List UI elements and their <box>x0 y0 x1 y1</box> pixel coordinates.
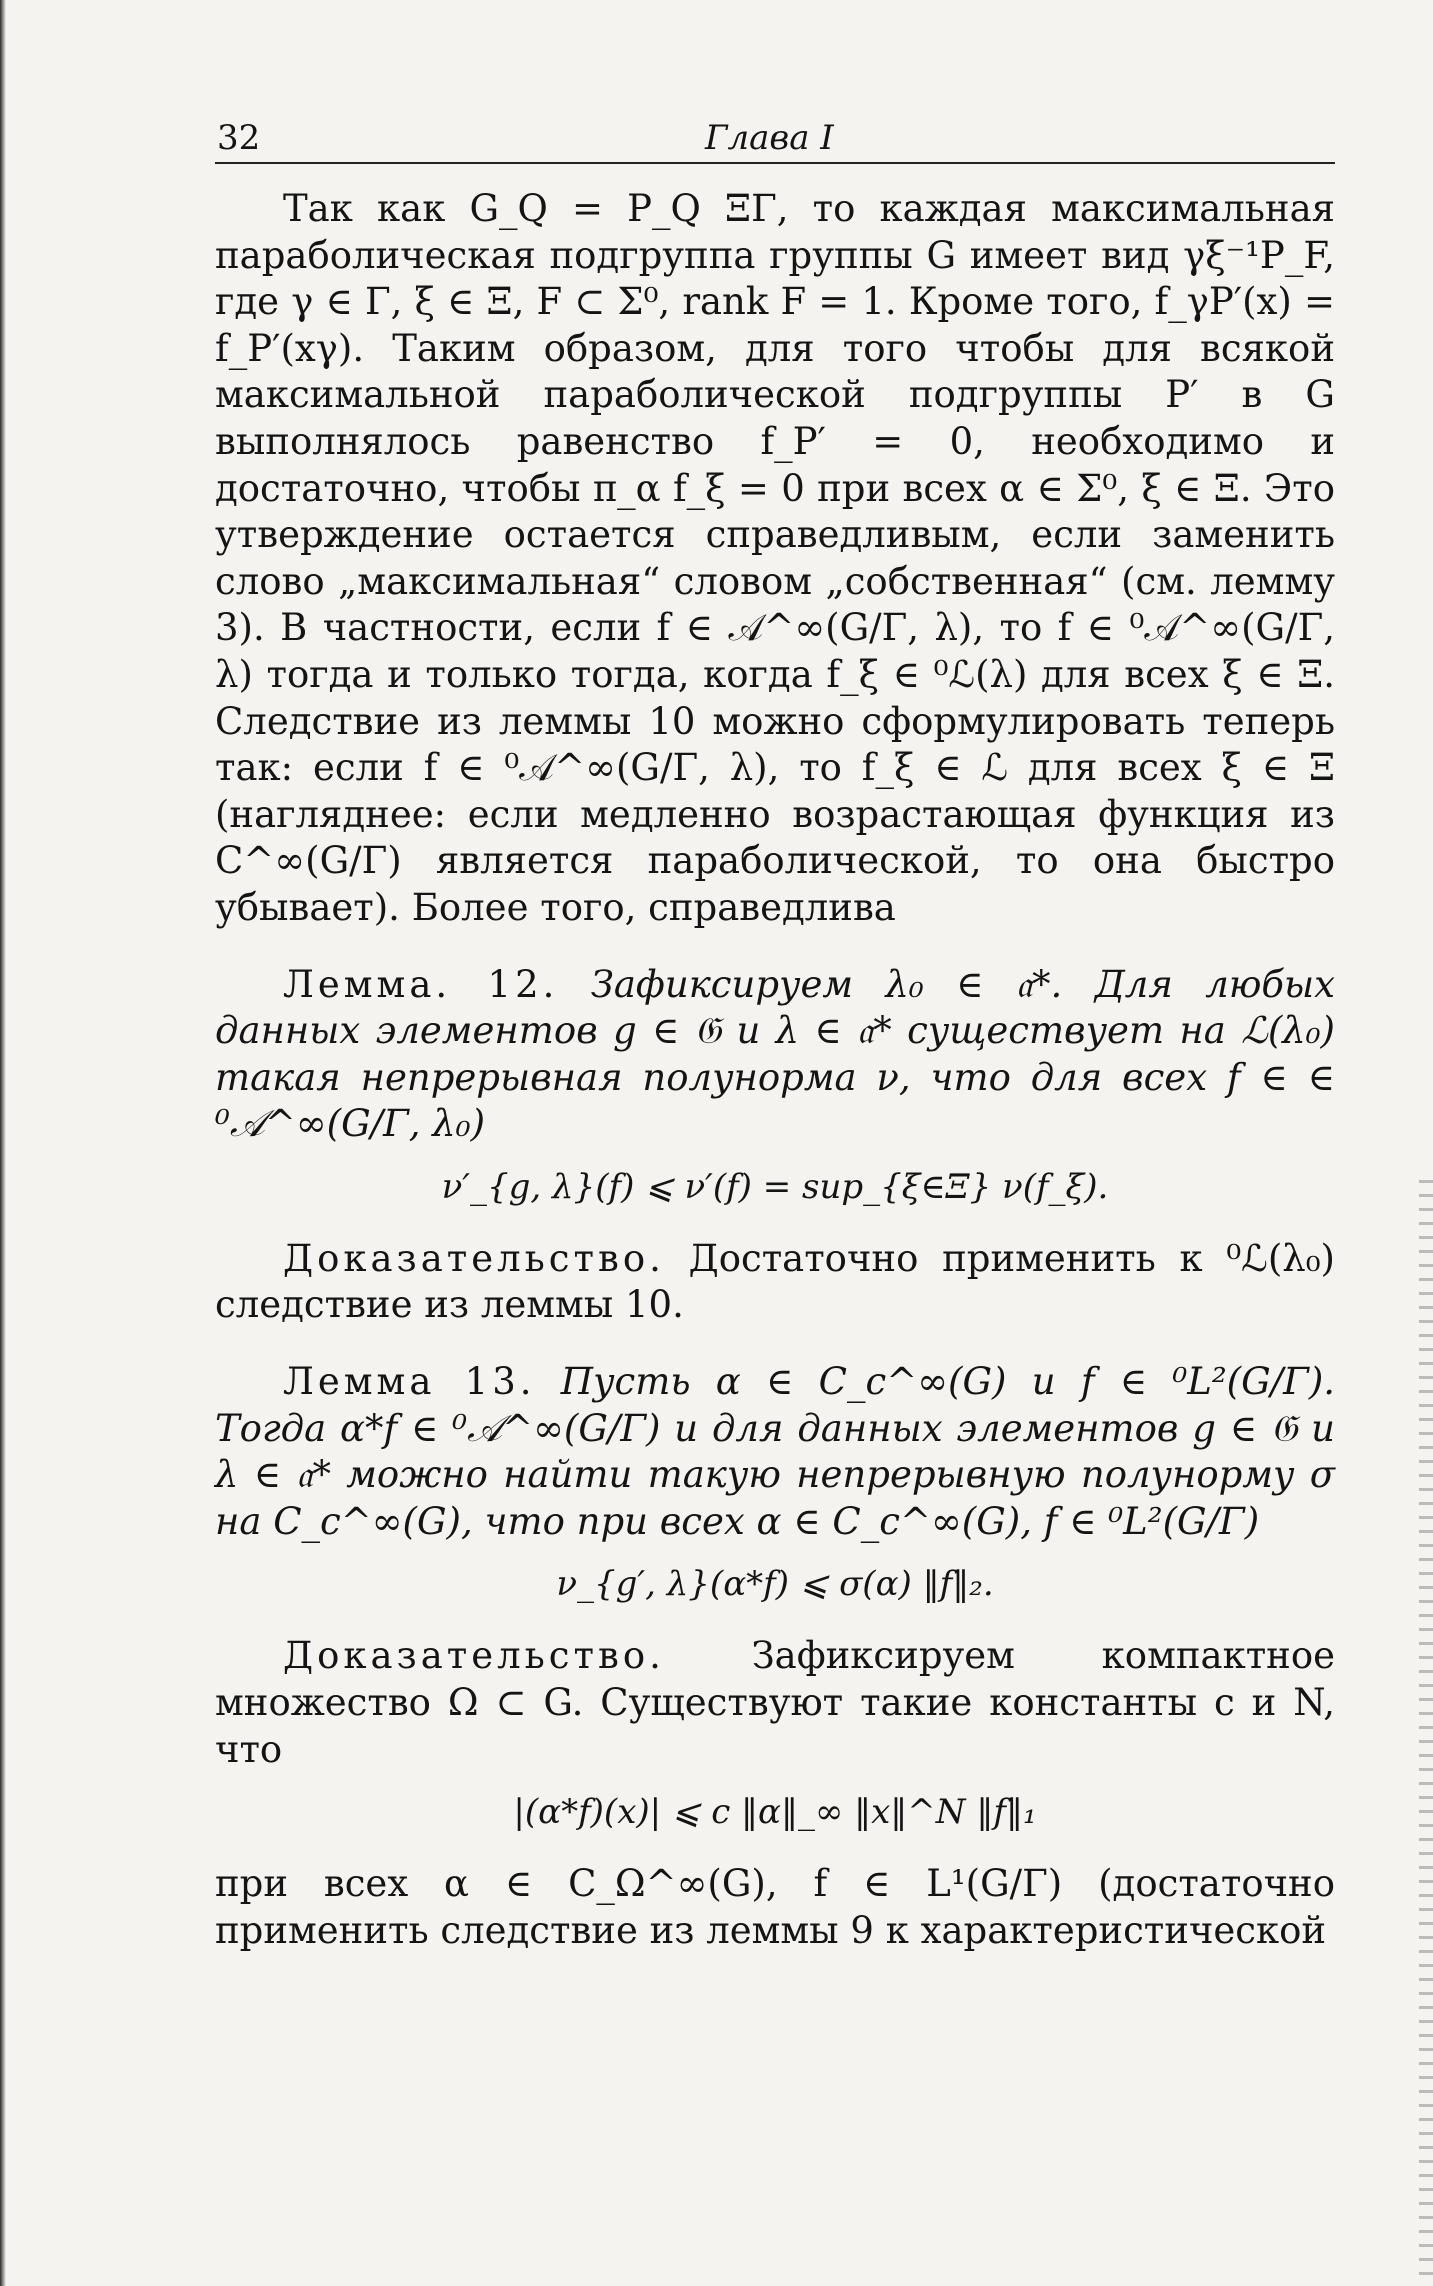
proof-13-heading: Доказательство. <box>283 1634 665 1678</box>
scan-edge-left <box>0 0 6 2286</box>
lemma-13-statement: Пусть α ∈ C_c^∞(G) и f ∈ ⁰L²(G/Γ). Тогда α*f ∈ ⁰𝒜^∞(G/Γ) и для данных элементов g ∈ 𝔊 и λ ∈ 𝔞* можно найти такую непрерывную полунорму σ на C_c^∞(G), что при всех α ∈ C_c^∞(G), f ∈ ⁰L²(G/Γ) <box>215 1360 1336 1543</box>
lemma-12-statement: Зафиксируем λ₀ ∈ 𝔞*. Для любых данных элементов g ∈ 𝔊 и λ ∈ 𝔞* существует на ℒ(λ₀) такая непрерывная полунорма ν, что для всех f ∈ ∈ ⁰𝒜^∞(G/Γ, λ₀) <box>215 962 1335 1146</box>
proof-12-text: Достаточно применить к ⁰ℒ(λ₀) следствие из леммы 10. <box>215 1236 1335 1327</box>
lemma-13 <box>215 1359 1335 1545</box>
lemma-12-heading: Лемма. 12. <box>283 962 559 1006</box>
proof-13-formula: |(α*f)(x)| ⩽ c ‖α‖_∞ ‖x‖^N ‖f‖₁ <box>513 1792 1037 1833</box>
running-head <box>215 100 1335 164</box>
chapter-title: Глава I <box>705 118 834 158</box>
lemma-13-formula: ν_{g′, λ}(α*f) ⩽ σ(α) ‖f‖₂. <box>556 1564 994 1605</box>
proof-13-continuation: при всех α ∈ C_Ω^∞(G), f ∈ L¹(G/Γ) (достаточно применить следствие из леммы 9 к характеристической <box>215 1862 1335 1952</box>
lemma-12-formula: ν′_{g, λ}(f) ⩽ ν′(f) = sup_{ξ∈Ξ} ν(f_ξ). <box>441 1166 1109 1207</box>
lemma-13-heading: Лемма 13. <box>283 1360 536 1404</box>
paragraph-intro: Так как G_Q = P_Q ΞΓ, то каждая максимальная параболическая подгруппа группы G имеет вид γξ⁻¹P_F, где γ ∈ Γ, ξ ∈ Ξ, F ⊂ Σ⁰, rank F = 1. Кроме того, f_γP′(x) = f_P′(xγ). Таким образом, для того чтобы для всякой максимальной параболической подгруппы P′ в G выполнялось равенство f_P′ = 0, необходимо и достаточно, чтобы π_α f_ξ = 0 при всех α ∈ Σ⁰, ξ ∈ Ξ. Это утверждение остается справедливым, если заменить слово „максимальная“ словом „собственная“ (см. лемму 3). В частности, если f ∈ 𝒜^∞(G/Γ, λ), то f ∈ ⁰𝒜^∞(G/Γ, λ) тогда и только тогда, когда f_ξ ∈ ⁰ℒ(λ) для всех ξ ∈ Ξ. Следствие из леммы 10 можно сформулировать теперь так: если f ∈ ⁰𝒜^∞(G/Γ, λ), то f_ξ ∈ ℒ для всех ξ ∈ Ξ (нагляднее: если медленно возрастающая функция из C^∞(G/Γ) является параболической, то она быстро убывает). Более того, справедлива <box>215 187 1335 929</box>
book-page <box>215 100 1335 2220</box>
lemma-12 <box>215 962 1335 1148</box>
body-text <box>215 186 1335 1954</box>
proof-lemma-13 <box>215 1633 1335 1773</box>
proof-12-heading: Доказательство. <box>283 1236 665 1280</box>
scan-edge-right <box>1419 1180 1433 2286</box>
proof-lemma-12 <box>215 1236 1335 1329</box>
page-number: 32 <box>217 118 261 158</box>
proof-13-text: Зафиксируем компактное множество Ω ⊂ G. Существуют такие константы c и N, что <box>215 1634 1335 1771</box>
